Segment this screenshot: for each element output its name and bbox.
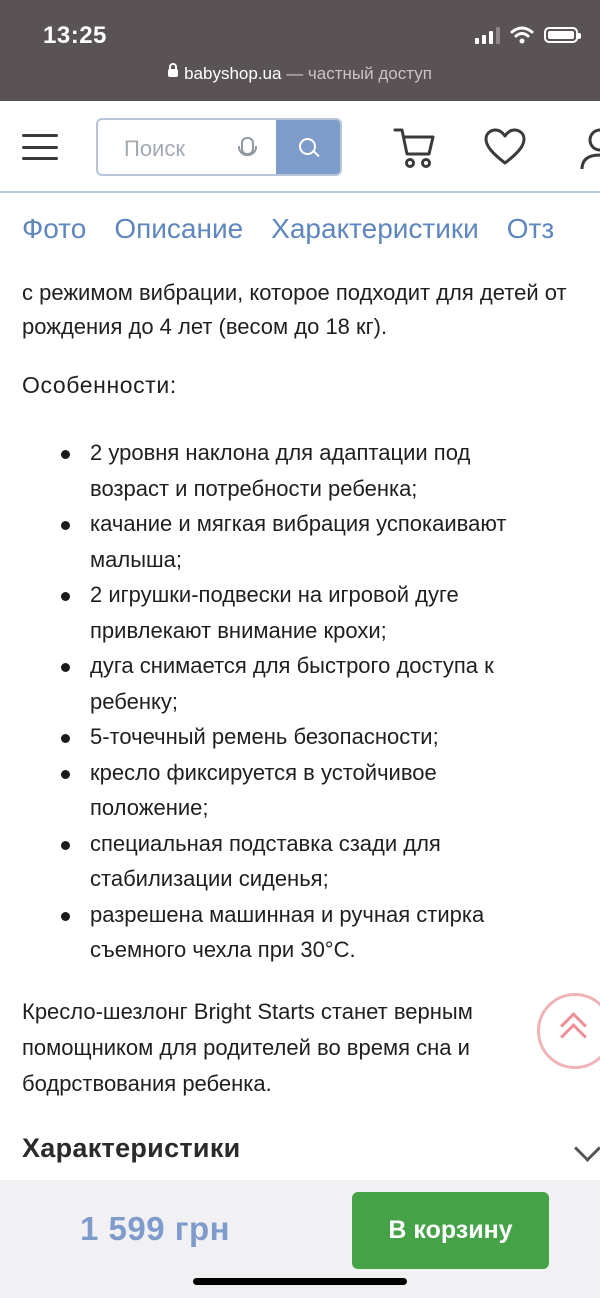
- features-heading: Особенности:: [22, 372, 177, 398]
- list-item: специальная подставка сзади для стабилизации сиденья;: [22, 826, 600, 897]
- description-intro: с режимом вибрации, которое подходит для детей от рождения до 4 лет (весом до 18 кг).: [22, 280, 567, 339]
- battery-icon: [544, 27, 578, 43]
- search-placeholder: Поиск: [124, 136, 185, 161]
- tab-photo[interactable]: Фото: [22, 213, 87, 244]
- list-item: дуга снимается для быстрого доступа к ребенку;: [22, 648, 600, 719]
- search-input[interactable]: [98, 120, 276, 174]
- home-indicator[interactable]: [193, 1278, 407, 1285]
- description-outro: Кресло-шезлонг Bright Starts станет верным помощником для родителей во время сна и бодрствования ребенка.: [22, 999, 473, 1096]
- microphone-icon[interactable]: [241, 137, 254, 155]
- lock-icon: [168, 69, 178, 77]
- url-bar[interactable]: [0, 64, 600, 84]
- features-list: [22, 435, 600, 968]
- search-button[interactable]: [276, 120, 340, 174]
- system-icons: [475, 26, 578, 44]
- menu-icon[interactable]: [22, 134, 58, 160]
- browser-status-bar: [0, 0, 600, 101]
- product-tabs: [22, 193, 554, 265]
- signal-icon: [475, 26, 500, 44]
- buy-bar: [0, 1180, 600, 1298]
- tab-characteristics[interactable]: Характеристики: [271, 213, 479, 244]
- list-item: 2 уровня наклона для адаптации под возраст и потребности ребенка;: [22, 435, 600, 506]
- add-to-cart-button[interactable]: В корзину: [352, 1192, 549, 1269]
- cart-icon[interactable]: [393, 126, 437, 170]
- clock: 13:25: [43, 22, 107, 49]
- list-item: 2 игрушки-подвески на игровой дуге привлекают внимание крохи;: [22, 577, 600, 648]
- search-icon: [299, 138, 316, 155]
- list-item: 5-точечный ремень безопасности;: [22, 719, 600, 755]
- chevron-down-icon[interactable]: [574, 1135, 600, 1162]
- product-price: 1 599 грн: [80, 1210, 231, 1247]
- list-item: кресло фиксируется в устойчивое положение;: [22, 755, 600, 826]
- user-account-icon[interactable]: [578, 127, 600, 171]
- wishlist-heart-icon[interactable]: [484, 128, 526, 166]
- list-item: качание и мягкая вибрация успокаивают малыша;: [22, 506, 600, 577]
- tab-reviews[interactable]: Отз: [506, 213, 555, 244]
- search-bar: [96, 118, 342, 176]
- tab-description[interactable]: Описание: [114, 213, 244, 244]
- characteristics-heading[interactable]: Характеристики: [22, 1133, 241, 1163]
- wifi-icon: [510, 26, 534, 44]
- site-header: [0, 101, 600, 193]
- description-content: [22, 265, 600, 1180]
- private-access-note: — частный доступ: [281, 64, 432, 83]
- url-domain: babyshop.ua: [184, 64, 282, 83]
- list-item: разрешена машинная и ручная стирка съемного чехла при 30°C.: [22, 897, 600, 968]
